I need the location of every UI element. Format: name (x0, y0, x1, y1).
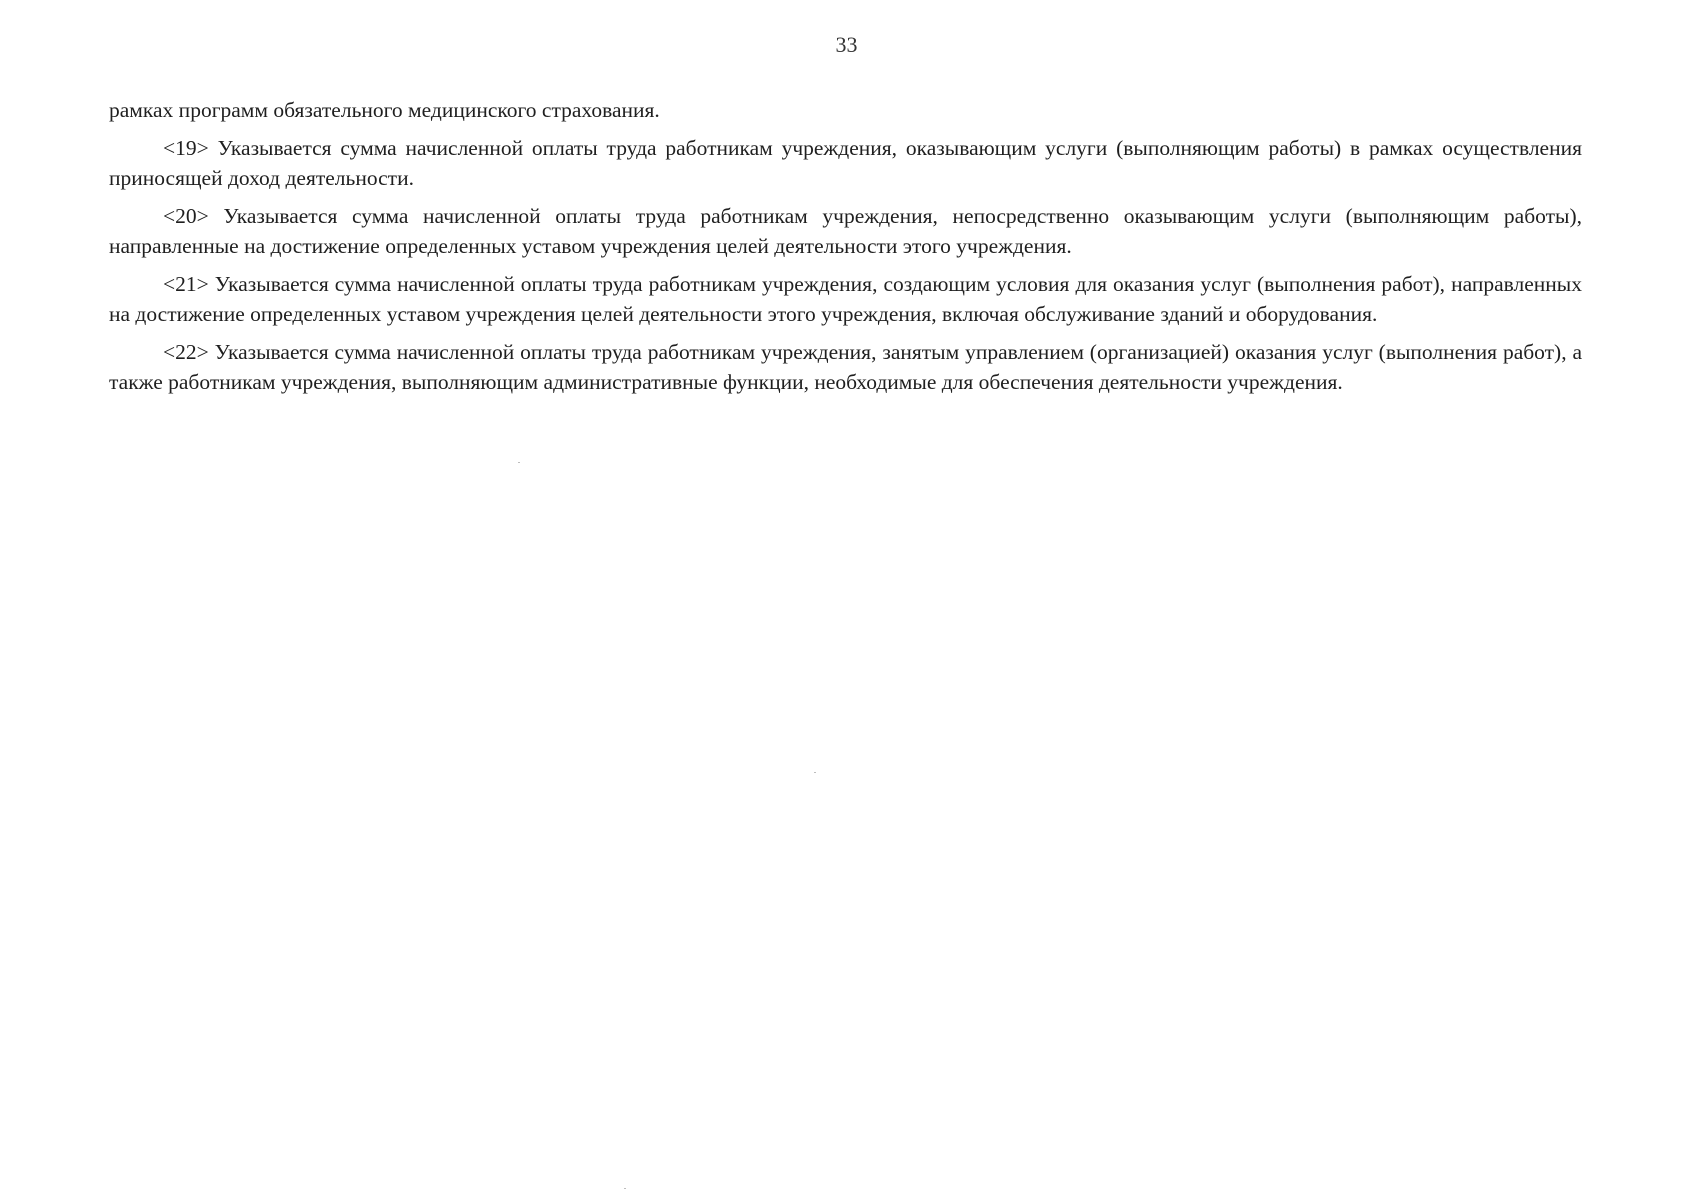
page-number: 33 (835, 32, 858, 57)
scan-speck (518, 462, 520, 463)
footnote-21: <21> Указывается сумма начисленной оплаты труда работникам учреждения, создающим условия для оказания услуг (выполнения работ), направленных на достижение определенных уставом учреждения целей деятельности этого учреждения, включая обслуживание зданий и оборудования. (109, 272, 1582, 326)
footnote-continuation: рамках программ обязательного медицинского страхования. (109, 98, 660, 122)
footnote-20: <20> Указывается сумма начисленной оплаты труда работникам учреждения, непосредственно оказывающим услуги (выполняющим работы), направленные на достижение определенных уставом учреждения целей деятельности этого учреждения. (109, 204, 1582, 258)
footnote-22: <22> Указывается сумма начисленной оплаты труда работникам учреждения, занятым управлением (организацией) оказания услуг (выполнения работ), а также работникам учреждения, выполняющим административные функции, необходимые для обеспечения деятельности учреждения. (109, 340, 1582, 394)
scan-speck (624, 1188, 626, 1189)
footnote-19: <19> Указывается сумма начисленной оплаты труда работникам учреждения, оказывающим услуги (выполняющим работы) в рамках осуществления приносящей доход деятельности. (109, 136, 1582, 190)
footnotes-body (109, 95, 1582, 405)
scan-speck (814, 772, 816, 773)
